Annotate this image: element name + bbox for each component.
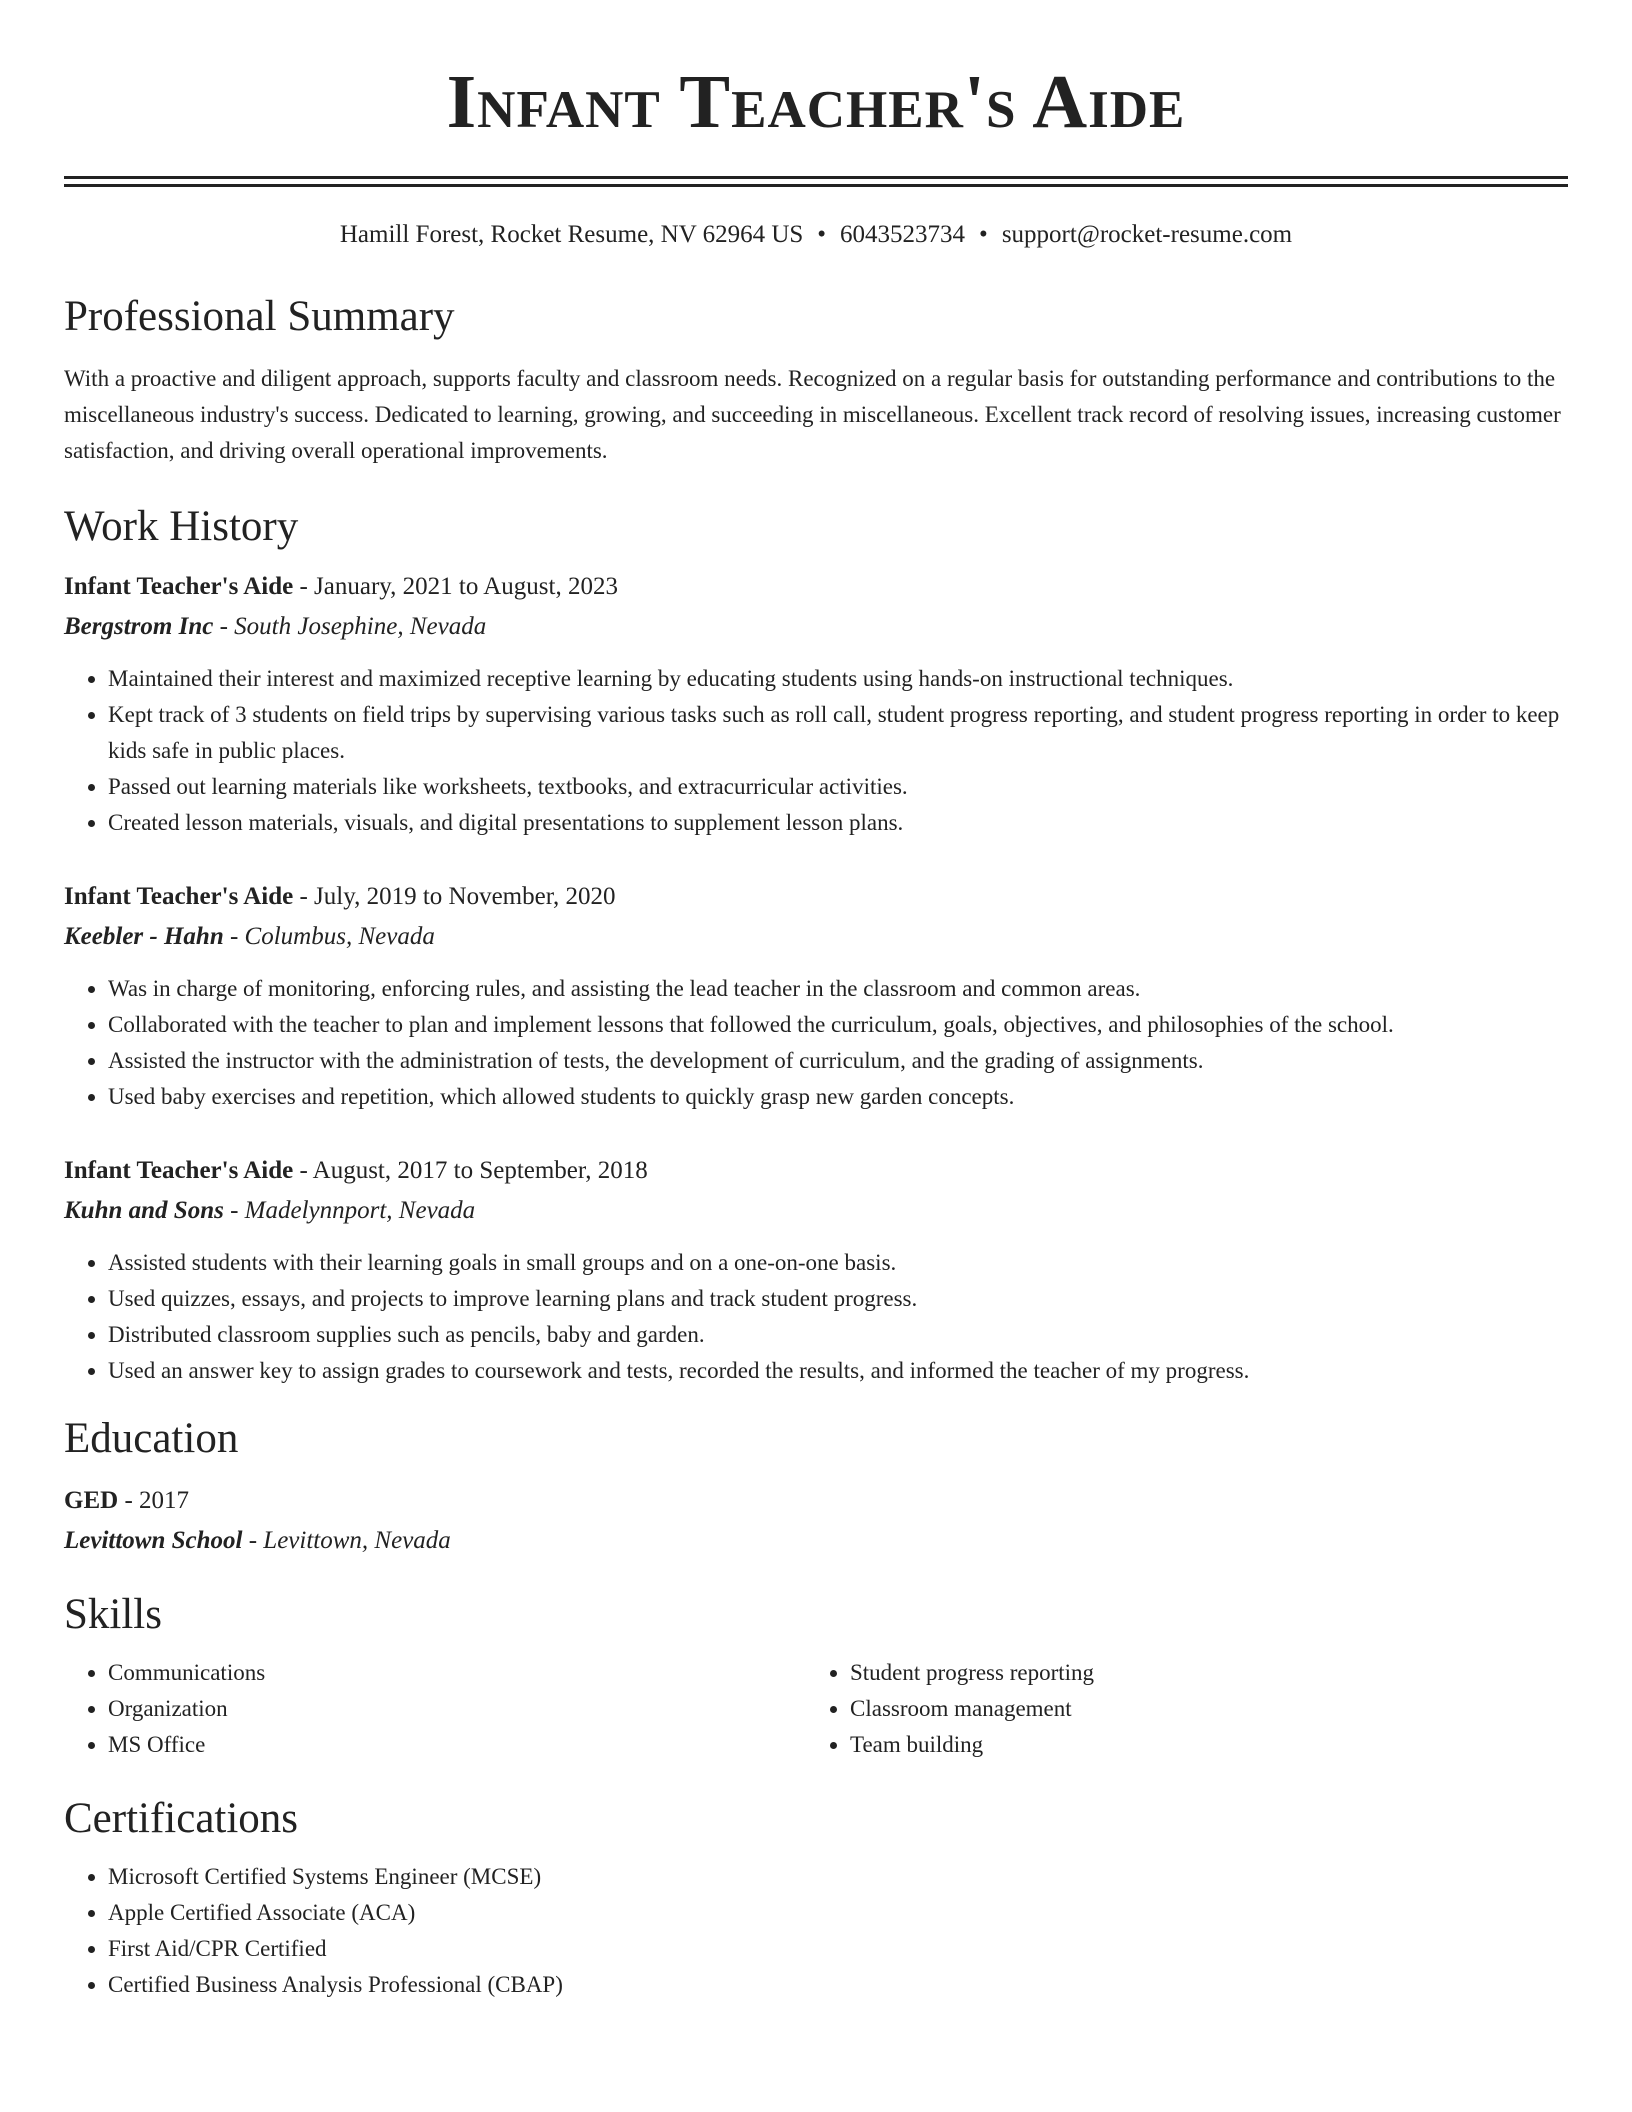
skills-column-left: [64, 1655, 806, 1763]
job-entry: [64, 567, 1568, 841]
job-bullet: • Used quizzes, essays, and projects to improve learning plans and track student progress.: [108, 1281, 1568, 1317]
job-entry: [64, 1151, 1568, 1389]
contact-line: [64, 217, 1568, 253]
skill-item: • Classroom management: [850, 1691, 1548, 1727]
section-title-education: Education: [64, 1415, 239, 1462]
section-title-work-history: Work History: [64, 503, 299, 550]
job-dates: - January, 2021 to August, 2023: [293, 573, 618, 600]
certification-item: • Certified Business Analysis Professional (CBAP): [108, 1967, 1568, 2003]
skills-list: [64, 1655, 1568, 1763]
certifications-list: [64, 1859, 1568, 2003]
job-bullet: • Assisted students with their learning goals in small groups and on a one-on-one basis.: [108, 1245, 1568, 1281]
education-entry: [64, 1481, 1568, 1561]
job-bullet: • Assisted the instructor with the administration of tests, the development of curriculum, and the grading of assignments.: [108, 1043, 1568, 1079]
job-bullets: [64, 1245, 1568, 1389]
job-bullet: • Kept track of 3 students on field trips by supervising various tasks such as roll call, student progress reporting, and student progress reporting in order to keep kids safe in public places.: [108, 697, 1568, 769]
section-title-skills: Skills: [64, 1591, 162, 1638]
header-double-rule: [64, 176, 1568, 187]
certification-item: • Apple Certified Associate (ACA): [108, 1895, 1568, 1931]
skill-item: • Communications: [108, 1655, 806, 1691]
job-bullet: • Used baby exercises and repetition, which allowed students to quickly grasp new garden concepts.: [108, 1079, 1568, 1115]
job-bullet: • Maintained their interest and maximized receptive learning by educating students using hands-on instructional techniques.: [108, 661, 1568, 697]
certification-item: • Microsoft Certified Systems Engineer (MCSE): [108, 1859, 1568, 1895]
job-title: Infant Teacher's Aide: [64, 1157, 294, 1184]
contact-separator: •: [979, 221, 988, 248]
job-bullet: • Distributed classroom supplies such as pencils, baby and garden.: [108, 1317, 1568, 1353]
employer-line: [64, 607, 1568, 647]
candidate-name: Infant Teacher's Aide: [446, 60, 1186, 144]
job-bullet: • Passed out learning materials like worksheets, textbooks, and extracurricular activities.: [108, 769, 1568, 805]
section-title-summary: Professional Summary: [64, 293, 455, 340]
job-dates: - August, 2017 to September, 2018: [293, 1157, 648, 1184]
employer-line: [64, 1191, 1568, 1231]
employer-line: [64, 917, 1568, 957]
job-title-line: [64, 877, 1568, 917]
skills-column-right: [806, 1655, 1548, 1763]
certification-item: • First Aid/CPR Certified: [108, 1931, 1568, 1967]
job-bullet: • Created lesson materials, visuals, and digital presentations to supplement lesson plans.: [108, 805, 1568, 841]
job-bullets: [64, 971, 1568, 1115]
employer-name: Keebler - Hahn: [64, 923, 224, 950]
school-name: Levittown School: [64, 1527, 243, 1554]
job-bullets: [64, 661, 1568, 841]
job-title-line: [64, 1151, 1568, 1191]
summary-text: With a proactive and diligent approach, supports faculty and classroom needs. Recognized on a regular basis for outstanding performance and contributions to the miscellaneous industry's success. Dedicated to learning, growing, and succeeding in miscellaneous. Excellent track record of resolving issues, increasing customer satisfaction, and driving overall operational improvements.: [64, 366, 1561, 463]
section-title-certifications: Certifications: [64, 1795, 299, 1842]
employer-location: - South Josephine, Nevada: [213, 613, 487, 640]
skill-item: • Organization: [108, 1691, 806, 1727]
skill-item: • Student progress reporting: [850, 1655, 1548, 1691]
job-title: Infant Teacher's Aide: [64, 573, 294, 600]
job-bullet: • Was in charge of monitoring, enforcing rules, and assisting the lead teacher in the classroom and common areas.: [108, 971, 1568, 1007]
degree-line: [64, 1481, 1568, 1521]
job-entry: [64, 877, 1568, 1115]
contact-phone: 6043523734: [840, 221, 966, 248]
job-bullet: • Collaborated with the teacher to plan and implement lessons that followed the curriculum, goals, objectives, and philosophies of the school.: [108, 1007, 1568, 1043]
contact-email: support@rocket-resume.com: [1001, 221, 1293, 248]
employer-location: - Madelynnport, Nevada: [223, 1197, 476, 1224]
school-location: - Levittown, Nevada: [242, 1527, 451, 1554]
contact-separator: •: [817, 221, 827, 248]
job-bullet: • Used an answer key to assign grades to coursework and tests, recorded the results, and informed the teacher of my progress.: [108, 1353, 1568, 1389]
degree-year: - 2017: [118, 1487, 190, 1514]
employer-name: Kuhn and Sons: [64, 1197, 224, 1224]
job-title-line: [64, 567, 1568, 607]
employer-name: Bergstrom Inc: [64, 613, 214, 640]
job-dates: - July, 2019 to November, 2020: [293, 883, 616, 910]
contact-address: Hamill Forest, Rocket Resume, NV 62964 US: [339, 221, 804, 248]
employer-location: - Columbus, Nevada: [223, 923, 435, 950]
job-title: Infant Teacher's Aide: [64, 883, 294, 910]
school-line: [64, 1521, 1568, 1561]
degree-name: GED: [64, 1487, 119, 1514]
skill-item: • Team building: [850, 1727, 1548, 1763]
skill-item: • MS Office: [108, 1727, 806, 1763]
